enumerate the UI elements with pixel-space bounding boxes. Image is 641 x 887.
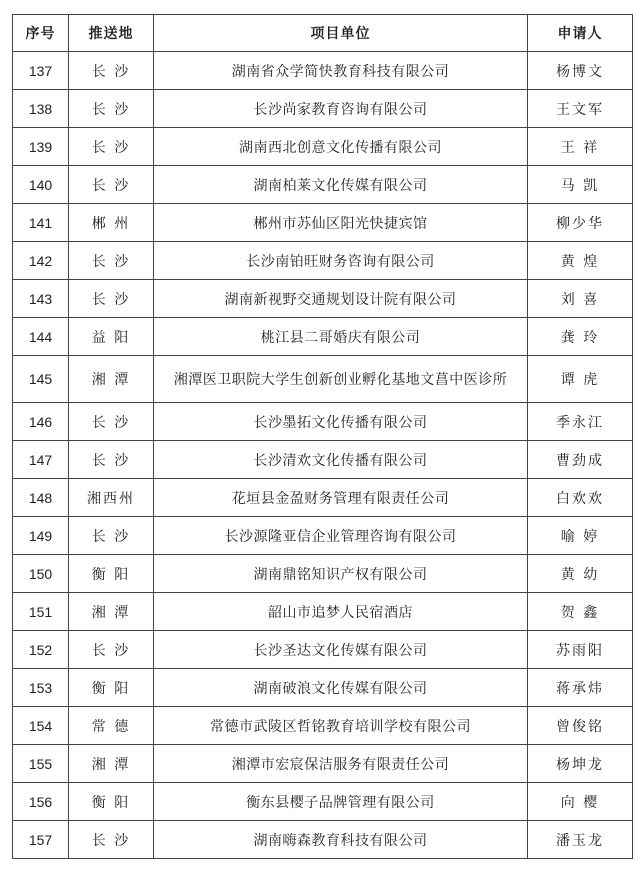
- row-unit: 桃江县二哥婚庆有限公司: [154, 318, 528, 356]
- row-place: 长 沙: [69, 90, 154, 128]
- table-row: [13, 631, 633, 669]
- row-place: 湘 潭: [69, 593, 154, 631]
- row-number: 148: [13, 479, 69, 517]
- row-person: 黄 幼: [528, 555, 633, 593]
- row-unit: 湖南鼎铭知识产权有限公司: [154, 555, 528, 593]
- row-number: 152: [13, 631, 69, 669]
- row-place: 长 沙: [69, 441, 154, 479]
- row-number: 143: [13, 280, 69, 318]
- row-number: 139: [13, 128, 69, 166]
- table-row: [13, 517, 633, 555]
- row-person: 蒋承炜: [528, 669, 633, 707]
- row-place: 郴 州: [69, 204, 154, 242]
- table-row: [13, 403, 633, 441]
- row-place: 长 沙: [69, 52, 154, 90]
- row-place: 益 阳: [69, 318, 154, 356]
- row-number: 155: [13, 745, 69, 783]
- row-unit: 湖南西北创意文化传播有限公司: [154, 128, 528, 166]
- row-number: 141: [13, 204, 69, 242]
- row-place: 湘 潭: [69, 745, 154, 783]
- row-unit: 湖南省众学简快教育科技有限公司: [154, 52, 528, 90]
- row-person: 黄 煌: [528, 242, 633, 280]
- table-body: [13, 52, 633, 859]
- row-person: 谭 虎: [528, 356, 633, 403]
- header-person: 申请人: [528, 15, 633, 52]
- row-person: 苏雨阳: [528, 631, 633, 669]
- row-number: 142: [13, 242, 69, 280]
- table-row: [13, 52, 633, 90]
- row-person: 杨博文: [528, 52, 633, 90]
- table-row: [13, 669, 633, 707]
- row-number: 140: [13, 166, 69, 204]
- row-unit: 郴州市苏仙区阳光快捷宾馆: [154, 204, 528, 242]
- table-row: [13, 593, 633, 631]
- table-row: [13, 821, 633, 859]
- row-person: 王 祥: [528, 128, 633, 166]
- row-unit: 韶山市追梦人民宿酒店: [154, 593, 528, 631]
- table-row: [13, 128, 633, 166]
- row-unit: 湖南嗨森教育科技有限公司: [154, 821, 528, 859]
- row-person: 杨坤龙: [528, 745, 633, 783]
- row-person: 喻 婷: [528, 517, 633, 555]
- row-unit: 湘潭市宏宸保洁服务有限责任公司: [154, 745, 528, 783]
- row-person: 龚 玲: [528, 318, 633, 356]
- header-row: [13, 15, 633, 52]
- row-number: 154: [13, 707, 69, 745]
- row-person: 白欢欢: [528, 479, 633, 517]
- row-unit: 花垣县金盈财务管理有限责任公司: [154, 479, 528, 517]
- row-person: 曹劲成: [528, 441, 633, 479]
- row-person: 曾俊铭: [528, 707, 633, 745]
- row-unit: 衡东县樱子品牌管理有限公司: [154, 783, 528, 821]
- row-person: 潘玉龙: [528, 821, 633, 859]
- row-person: 向 樱: [528, 783, 633, 821]
- row-place: 衡 阳: [69, 783, 154, 821]
- row-number: 149: [13, 517, 69, 555]
- table-row: [13, 90, 633, 128]
- row-person: 柳少华: [528, 204, 633, 242]
- row-unit: 长沙尚家教育咨询有限公司: [154, 90, 528, 128]
- row-unit: 长沙清欢文化传播有限公司: [154, 441, 528, 479]
- row-number: 144: [13, 318, 69, 356]
- row-number: 145: [13, 356, 69, 403]
- row-place: 长 沙: [69, 631, 154, 669]
- table-row: [13, 356, 633, 403]
- row-place: 衡 阳: [69, 669, 154, 707]
- row-place: 常 德: [69, 707, 154, 745]
- row-unit: 长沙源隆亚信企业管理咨询有限公司: [154, 517, 528, 555]
- row-person: 刘 喜: [528, 280, 633, 318]
- row-place: 长 沙: [69, 128, 154, 166]
- row-place: 长 沙: [69, 517, 154, 555]
- applicant-table: [12, 14, 633, 859]
- row-place: 衡 阳: [69, 555, 154, 593]
- row-unit: 常德市武陵区哲铭教育培训学校有限公司: [154, 707, 528, 745]
- table-row: [13, 745, 633, 783]
- row-unit: 湖南新视野交通规划设计院有限公司: [154, 280, 528, 318]
- table-row: [13, 707, 633, 745]
- row-place: 长 沙: [69, 242, 154, 280]
- row-unit: 湖南柏莱文化传媒有限公司: [154, 166, 528, 204]
- row-place: 长 沙: [69, 280, 154, 318]
- row-unit: 长沙南铂旺财务咨询有限公司: [154, 242, 528, 280]
- table-row: [13, 783, 633, 821]
- row-number: 156: [13, 783, 69, 821]
- header-place: 推送地: [69, 15, 154, 52]
- table-row: [13, 242, 633, 280]
- row-number: 150: [13, 555, 69, 593]
- row-place: 长 沙: [69, 166, 154, 204]
- row-place: 湘西州: [69, 479, 154, 517]
- row-number: 137: [13, 52, 69, 90]
- table-row: [13, 204, 633, 242]
- row-unit: 湖南破浪文化传媒有限公司: [154, 669, 528, 707]
- row-unit: 长沙圣达文化传媒有限公司: [154, 631, 528, 669]
- table-row: [13, 318, 633, 356]
- header-no: 序号: [13, 15, 69, 52]
- row-number: 151: [13, 593, 69, 631]
- row-person: 王文军: [528, 90, 633, 128]
- row-person: 贺 鑫: [528, 593, 633, 631]
- row-number: 153: [13, 669, 69, 707]
- row-person: 马 凯: [528, 166, 633, 204]
- row-place: 长 沙: [69, 821, 154, 859]
- row-person: 季永江: [528, 403, 633, 441]
- row-place: 湘 潭: [69, 356, 154, 403]
- table-row: [13, 555, 633, 593]
- table-row: [13, 479, 633, 517]
- row-unit: 湘潭医卫职院大学生创新创业孵化基地文菖中医诊所: [154, 356, 528, 403]
- row-number: 138: [13, 90, 69, 128]
- table-row: [13, 166, 633, 204]
- row-unit: 长沙墨拓文化传播有限公司: [154, 403, 528, 441]
- table-row: [13, 280, 633, 318]
- table-row: [13, 441, 633, 479]
- row-place: 长 沙: [69, 403, 154, 441]
- row-number: 147: [13, 441, 69, 479]
- row-number: 146: [13, 403, 69, 441]
- header-unit: 项目单位: [154, 15, 528, 52]
- row-number: 157: [13, 821, 69, 859]
